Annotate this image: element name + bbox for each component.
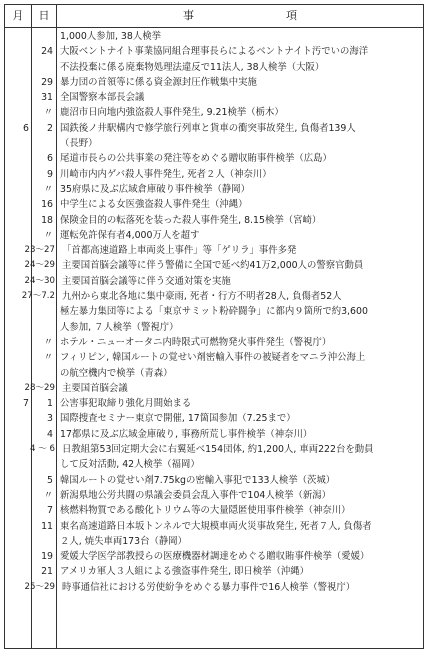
- row-event: 運転免許保有者4,000万人を超す: [60, 229, 200, 241]
- table-row: [5, 549, 423, 564]
- table-row: [5, 304, 423, 319]
- table-row: [5, 274, 423, 289]
- row-event: ホテル・ニューオータニ内時限式可燃物発火事件発生（警視庁）: [60, 336, 332, 348]
- table-row: [5, 90, 423, 105]
- table-row: [5, 29, 423, 44]
- row-event: 大阪ベントナイト事業協同組合理事長らによるベントナイト汚でいの海洋: [60, 46, 369, 58]
- row-event: 1,000人参加, 38人検挙: [60, 31, 161, 42]
- row-event: 愛媛大学医学部教授らの医療機器材調達をめぐる贈収賄事件検挙（愛媛）: [60, 551, 370, 563]
- row-month: [5, 182, 31, 197]
- row-day: 31: [41, 92, 53, 104]
- row-month: [5, 75, 31, 90]
- row-month: [5, 366, 31, 381]
- table-row: [5, 121, 423, 136]
- table-row: [5, 151, 423, 166]
- row-event: 鹿沼市日向地内強盗殺人事件発生, 9.21検挙（栃木）: [60, 107, 284, 119]
- table-row: [5, 75, 423, 90]
- table-body: [5, 29, 423, 595]
- row-month: [5, 197, 31, 212]
- row-event: 35府県に及ぶ広域倉庫破り事件検挙（静岡）: [60, 183, 251, 195]
- row-event: 保険金目的の転落死を装った殺人事件発生, 8.15検挙（宮崎）: [60, 214, 322, 226]
- row-event: 極左暴力集団等による「東京サミット粉砕闘争」に都内９箇所で約3,600: [60, 306, 368, 318]
- row-day: 27〜7.2: [21, 291, 55, 302]
- row-day: 〃: [43, 352, 53, 364]
- row-day: 16: [41, 199, 53, 211]
- row-event: 新潟県地公労共闘の県議会委員会乱入事件で104人検挙（新潟）: [60, 489, 332, 501]
- row-day: 24〜30: [24, 275, 55, 286]
- table-row: [5, 580, 423, 595]
- table-row: [5, 335, 423, 350]
- row-day: 5: [47, 474, 53, 486]
- row-day: 21: [41, 566, 53, 578]
- row-day: 〃: [43, 489, 53, 501]
- row-day: [31, 457, 57, 472]
- row-event: 暴力団の首領等に係る資金源封圧作戦集中実施: [60, 76, 257, 88]
- row-day: 〃: [43, 107, 53, 119]
- row-event: 中学生による女医強盗殺人事件発生（沖縄）: [60, 199, 248, 211]
- row-day: 19: [41, 551, 53, 563]
- row-event: 主要国首脳会議: [62, 382, 128, 394]
- row-month: [5, 457, 31, 472]
- row-month: 6: [23, 122, 29, 134]
- row-day: 4 〜 6: [30, 444, 55, 455]
- row-event: 九州から東北各地に集中豪雨, 死者・行方不明者28人, 負傷者52人: [62, 291, 342, 303]
- row-event: 公害事犯取締り強化月間始まる: [60, 398, 192, 410]
- row-day: 7: [47, 505, 53, 517]
- table-row: [5, 182, 423, 197]
- row-month: [5, 350, 31, 365]
- row-month: [5, 167, 31, 182]
- table-row: [5, 197, 423, 212]
- header-event-2: 項: [286, 9, 297, 22]
- row-day: [31, 534, 57, 549]
- row-event: 韓国ルートの覚せい剤7.75kgの密輸入事犯で133人検挙（茨城）: [60, 474, 336, 486]
- row-month: 7: [23, 398, 29, 410]
- row-day: 6: [47, 153, 53, 165]
- table-row: [5, 258, 423, 273]
- row-month: [5, 519, 31, 534]
- row-day: 〃: [43, 336, 53, 348]
- table-row: [5, 366, 423, 381]
- row-month: [5, 549, 31, 564]
- table-row: [5, 473, 423, 488]
- row-month: [5, 564, 31, 579]
- row-day: 29: [41, 76, 53, 88]
- row-month: [5, 488, 31, 503]
- row-month: [5, 228, 31, 243]
- row-day: 28〜29: [24, 382, 55, 393]
- table-row: [5, 396, 423, 411]
- table-row: [5, 320, 423, 335]
- row-day: [31, 60, 57, 75]
- row-day: 23〜27: [24, 245, 55, 256]
- row-day: [31, 366, 57, 381]
- row-month: [5, 427, 31, 442]
- row-event: 国鉄後ノ井駅構内で修学旅行列車と貨車の衝突事故発生, 負傷者139人: [60, 122, 356, 134]
- table-row: [5, 519, 423, 534]
- row-event: 人参加, ７人検挙（警視庁）: [60, 321, 179, 333]
- row-month: [5, 304, 31, 319]
- row-event: 日教組第53回定期大会に右翼延べ154団体, 約1,200人, 車両222台を動員: [62, 444, 374, 456]
- row-month: [5, 320, 31, 335]
- row-event: して反対活動, 42人検挙（福岡）: [60, 459, 200, 471]
- row-event: フィリピン, 韓国ルートの覚せい剤密輸入事件の被疑者をマニラ沖公海上: [60, 352, 366, 364]
- row-event: 全国警察本部長会議: [60, 92, 145, 104]
- row-month: [5, 503, 31, 518]
- row-event: 不法投棄に係る廃棄物処理法違反で11法人, 38人検挙（大阪）: [60, 61, 325, 73]
- row-month: [5, 151, 31, 166]
- chronology-table: [4, 4, 424, 649]
- row-month: [5, 411, 31, 426]
- table-row: [5, 503, 423, 518]
- row-day: 2: [47, 122, 53, 134]
- table-row: [5, 243, 423, 258]
- row-day: 24: [41, 46, 53, 58]
- row-event: 東名高速道路日本坂トンネルで大規模車両火災事故発生, 死者７人, 負傷者: [60, 520, 372, 532]
- table-row: [5, 44, 423, 59]
- row-month: [5, 60, 31, 75]
- row-day: [31, 320, 57, 335]
- row-day: [31, 29, 57, 44]
- row-event: 国際捜査セミナー東京で開催, 17箇国参加（7.25まで）: [60, 413, 296, 425]
- table-row: [5, 350, 423, 365]
- row-month: [5, 90, 31, 105]
- table-row: [5, 381, 423, 396]
- table-row: [5, 228, 423, 243]
- table-row: [5, 213, 423, 228]
- row-month: [5, 29, 31, 44]
- row-event: 主要国首脳会議等に伴う警備に全国で延べ約41万2,000人の警察官動員: [62, 260, 364, 272]
- header-month: 月: [5, 5, 32, 27]
- row-day: 11: [41, 520, 53, 532]
- table-row: [5, 136, 423, 151]
- table-row: [5, 564, 423, 579]
- table-row: [5, 411, 423, 426]
- row-day: 24〜29: [24, 260, 55, 271]
- header-day: 日: [32, 5, 57, 27]
- table-row: [5, 289, 423, 304]
- row-month: [5, 213, 31, 228]
- table-row: [5, 534, 423, 549]
- row-day: [31, 304, 57, 319]
- row-month: [5, 44, 31, 59]
- row-event: 主要国首脳会議等に伴う交通対策を実施: [62, 275, 231, 287]
- row-month: [5, 136, 31, 151]
- row-day: 18: [41, 214, 53, 226]
- header-event-1: 事: [183, 9, 194, 22]
- row-event: アメリカ軍人３人組による強盗事件発生, 即日検挙（沖縄）: [60, 566, 310, 578]
- row-event: 17都県に及ぶ広域金庫破り, 事務所荒し事件検挙（神奈川）: [60, 428, 313, 440]
- table-row: [5, 488, 423, 503]
- row-event: 尾道市長らの公共事業の発注等をめぐる贈収賄事件検挙（広島）: [60, 153, 332, 165]
- header-event: [57, 5, 423, 27]
- row-event: 核燃料物質である酸化トリウム等の大量隠匿使用事件検挙（神奈川）: [60, 505, 351, 517]
- table-row: [5, 105, 423, 120]
- row-day: 1: [47, 398, 53, 410]
- row-day: 25〜29: [24, 581, 55, 592]
- row-day: 〃: [43, 229, 53, 241]
- row-day: 9: [47, 168, 53, 180]
- row-month: [5, 473, 31, 488]
- row-event: の航空機内で検挙（青森）: [60, 367, 173, 379]
- row-event: ２人, 焼失車両173台（静岡）: [60, 535, 187, 547]
- table-row: [5, 60, 423, 75]
- table-header: [5, 5, 423, 28]
- table-row: [5, 457, 423, 472]
- row-day: [31, 136, 57, 151]
- row-event: 「首都高速道路上車両炎上事件」等「ゲリラ」事件多発: [62, 245, 297, 257]
- row-event: （長野）: [60, 138, 98, 150]
- table-row: [5, 442, 423, 457]
- row-day: 4: [47, 428, 53, 440]
- row-month: [5, 105, 31, 120]
- table-row: [5, 167, 423, 182]
- row-month: [5, 335, 31, 350]
- row-month: [5, 534, 31, 549]
- table-row: [5, 427, 423, 442]
- row-day: 3: [47, 413, 53, 425]
- row-event: 川崎市内内ゲバ殺人事件発生, 死者２人（神奈川）: [60, 168, 272, 180]
- row-day: 〃: [43, 183, 53, 195]
- row-event: 時事通信社における労使紛争をめぐる暴力事件で16人検挙（警視庁）: [62, 581, 356, 593]
